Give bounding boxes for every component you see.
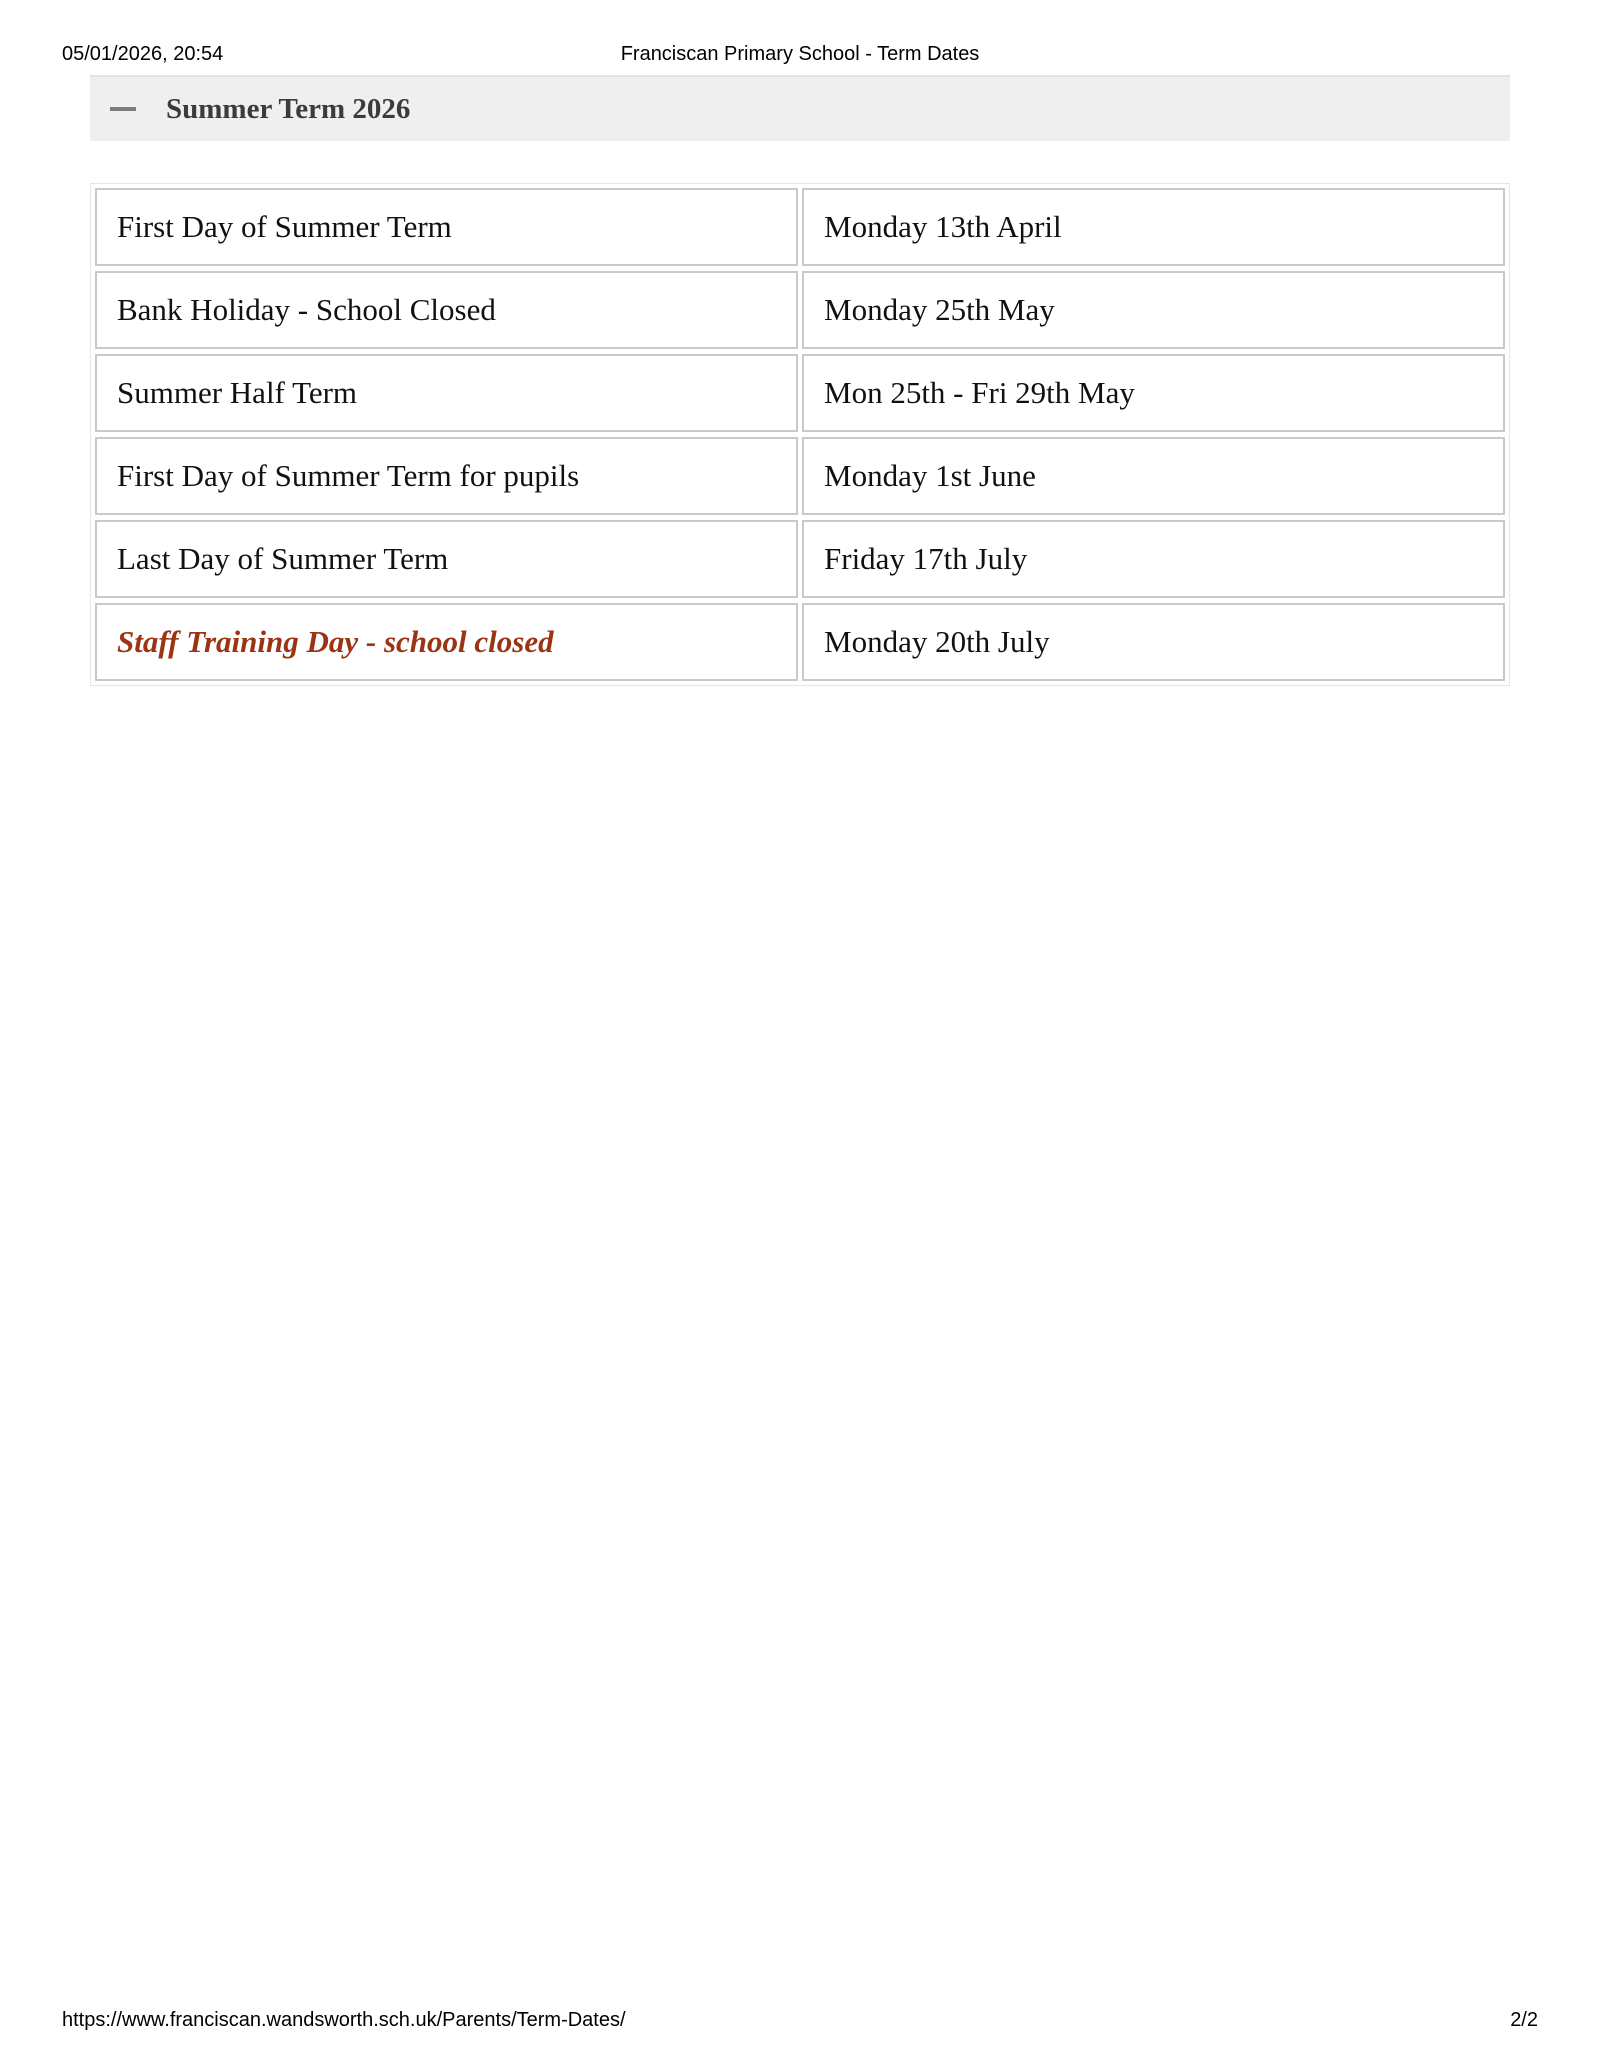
- table-row: [95, 603, 1505, 681]
- accordion-title: Summer Term 2026: [166, 92, 411, 125]
- date-cell: Friday 17th July: [802, 520, 1505, 598]
- table-row: [95, 354, 1505, 432]
- event-cell: First Day of Summer Term: [95, 188, 798, 266]
- table-row: [95, 271, 1505, 349]
- term-dates-table-container: [90, 183, 1510, 686]
- print-footer: [62, 2006, 1538, 2034]
- event-cell: First Day of Summer Term for pupils: [95, 437, 798, 515]
- page-url: https://www.franciscan.wandsworth.sch.uk/Parents/Term-Dates/: [62, 2009, 626, 2031]
- event-cell-highlighted: Staff Training Day - school closed: [95, 603, 798, 681]
- term-dates-table: [95, 183, 1505, 686]
- print-header: [62, 40, 1538, 68]
- table-row: [95, 520, 1505, 598]
- print-document-title: Franciscan Primary School - Term Dates: [620, 43, 980, 65]
- date-cell: Monday 20th July: [802, 603, 1505, 681]
- event-cell: Last Day of Summer Term: [95, 520, 798, 598]
- date-cell: Monday 25th May: [802, 271, 1505, 349]
- event-cell: Summer Half Term: [95, 354, 798, 432]
- date-cell: Mon 25th - Fri 29th May: [802, 354, 1505, 432]
- accordion-header[interactable]: [90, 75, 1510, 141]
- table-row: [95, 188, 1505, 266]
- page-number: 2/2: [1510, 2009, 1538, 2031]
- date-cell: Monday 1st June: [802, 437, 1505, 515]
- summer-term-accordion: [90, 75, 1510, 686]
- event-cell: Bank Holiday - School Closed: [95, 271, 798, 349]
- print-datetime: 05/01/2026, 20:54: [62, 43, 224, 65]
- date-cell: Monday 13th April: [802, 188, 1505, 266]
- table-row: [95, 437, 1505, 515]
- minus-icon[interactable]: [110, 96, 136, 122]
